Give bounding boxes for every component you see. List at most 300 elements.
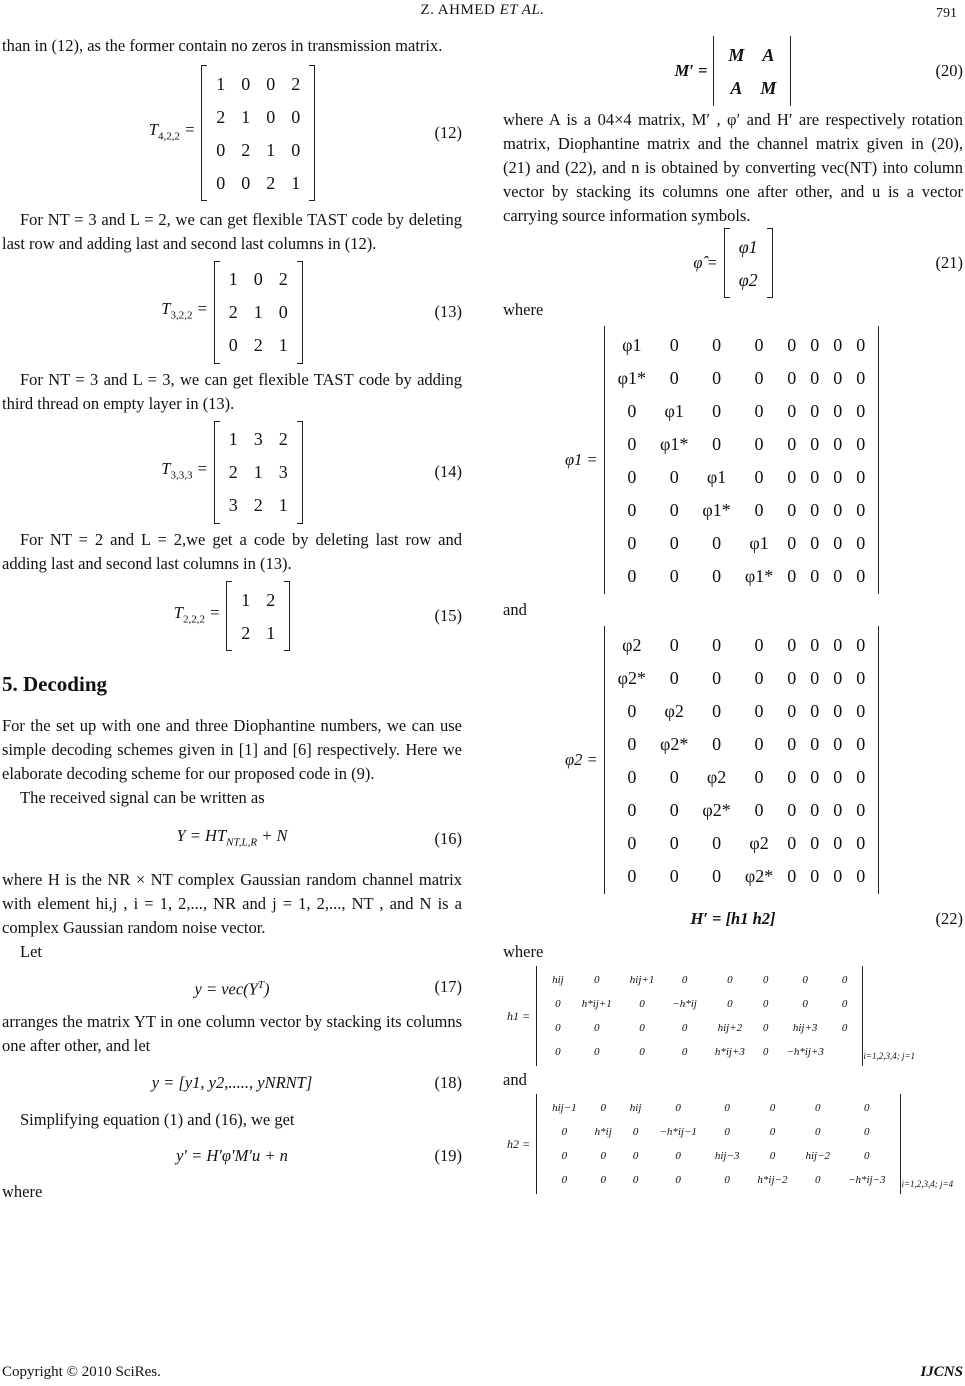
equation-13 (2, 256, 462, 368)
matrix-cell: 0 (632, 1126, 639, 1138)
matrix-row (611, 628, 873, 661)
matrix-cell: 0 (856, 733, 866, 754)
matrix-cell: 1 (241, 589, 251, 610)
matrix-cell: 0 (724, 1174, 730, 1186)
matrix-cell: 0 (833, 565, 843, 586)
matrix-cell: 0 (787, 832, 797, 853)
matrix-cell: 0 (681, 1022, 688, 1034)
matrix-cell: 0 (810, 466, 820, 487)
matrix-cell: 0 (841, 1022, 848, 1034)
left-column (2, 34, 462, 1204)
paragraph-where-a: where A is a 04×4 matrix, M′ , φ′ and H′ are respectively rotation matrix, Diophantine matrix and the channel matrix given in (20), (21) and (22), and n is obtained by converting vec(NT) into column vector by stacking its columns one after other, and u is a vector carrying source information symbols. (503, 110, 963, 225)
matrix-cell: 0 (754, 499, 764, 520)
equation-16 (2, 810, 462, 868)
matrix-cell: 0 (669, 865, 679, 886)
matrix-cell: 0 (787, 334, 797, 355)
matrix-row (221, 296, 296, 329)
matrix-cell: 0 (833, 634, 843, 655)
paragraph-arranges: arranges the matrix YT in one column vector by stacking its columns one after other, and let (2, 1012, 462, 1055)
matrix-cell: 0 (802, 974, 808, 986)
matrix-phi-hat (724, 228, 773, 298)
matrix-cell: 1 (216, 73, 226, 94)
matrix-cell: 1 (253, 462, 263, 482)
h1-subscript: i=1,2,3,4; j=1 (863, 1051, 916, 1061)
eq15-lhs: $T_{2,2,2}$ = (173, 602, 221, 626)
eq12-lhs: $T_{4,2,2}$ = (148, 119, 196, 143)
matrix-phi2 (604, 626, 880, 894)
eq17-body: $y = vec(Y^T)$ (194, 978, 270, 999)
matrix-cell: 0 (727, 998, 733, 1010)
matrix-cell: φ2 (664, 700, 684, 721)
matrix-cell: 0 (762, 1022, 769, 1034)
running-head (0, 2, 965, 19)
matrix-cell: 0 (266, 106, 276, 127)
matrix-cell: 0 (856, 766, 866, 787)
matrix-cell: 0 (241, 172, 251, 193)
matrix-cell: 0 (787, 667, 797, 688)
matrix-cell: 0 (754, 400, 764, 421)
matrix-cell: 0 (627, 565, 637, 586)
matrix-cell: 2 (216, 106, 226, 127)
matrix-cell: 0 (712, 634, 722, 655)
matrix-cell: 0 (627, 865, 637, 886)
matrix-cell: 0 (681, 974, 688, 986)
matrix-cell: 0 (787, 466, 797, 487)
matrix-cell: φ2* (744, 865, 774, 886)
matrix-cell: 0 (833, 832, 843, 853)
matrix-cell: 0 (669, 334, 679, 355)
matrix-cell: 0 (594, 974, 600, 986)
matrix-cell: 2 (278, 429, 288, 449)
matrix-row (208, 133, 308, 166)
matrix-cell: 0 (856, 334, 866, 355)
paragraph-where-1: where (503, 300, 544, 319)
equation-20 (503, 34, 963, 108)
eq22-number: (22) (935, 909, 963, 928)
matrix-cell: 0 (856, 700, 866, 721)
h2-lhs: h2 = (507, 1137, 531, 1151)
matrix-h1 (536, 966, 863, 1066)
matrix-cell: 0 (810, 667, 820, 688)
matrix-cell: 0 (712, 433, 722, 454)
matrix-row (221, 329, 296, 362)
eq18-body: y = [y1, y2,....., yNRNT] (151, 1073, 313, 1092)
page-number: 791 (936, 6, 957, 21)
paragraph-nt3-l3: For NT = 3 and L = 3, we can get flexible TAST code by adding third thread on empty layer in (13). (2, 370, 462, 413)
matrix-cell: 0 (810, 532, 820, 553)
matrix-cell: φ1* (617, 367, 647, 388)
matrix-cell: 0 (594, 1022, 600, 1034)
matrix-row (221, 423, 296, 456)
matrix-cell: 0 (627, 532, 637, 553)
matrix-cell: φ1* (702, 499, 731, 520)
matrix-cell: 1 (266, 622, 276, 643)
matrix-cell: 0 (627, 799, 637, 820)
matrix-cell: 0 (762, 998, 769, 1010)
matrix-cell: 2 (228, 302, 238, 322)
matrix-cell: 1 (278, 495, 288, 515)
matrix-cell: 2 (253, 335, 263, 355)
matrix-cell: 0 (856, 799, 866, 820)
matrix-cell: 0 (724, 1102, 730, 1114)
matrix-cell: 0 (241, 73, 251, 94)
matrix-row (611, 394, 873, 427)
matrix-row (543, 1096, 894, 1120)
equation-18 (2, 1058, 462, 1108)
matrix-cell: hij (629, 1102, 642, 1114)
matrix-cell: hij+2 (717, 1022, 743, 1034)
matrix-cell: 0 (627, 466, 637, 487)
matrix-row (611, 826, 873, 859)
matrix-cell: 0 (754, 433, 764, 454)
matrix-cell: 0 (594, 1046, 600, 1058)
matrix-row (543, 1016, 856, 1040)
paragraph-decoding: For the set up with one and three Diophantine numbers, we can use simple decoding schemes given in [1] and [6] respectively. Here we elaborate decoding scheme for our proposed code in (9). (2, 716, 462, 783)
matrix-cell: 0 (712, 700, 722, 721)
matrix-cell: 0 (278, 302, 288, 322)
matrix-cell: 0 (787, 634, 797, 655)
matrix-cell: 2 (278, 269, 288, 289)
matrix-cell: 1 (278, 335, 288, 355)
matrix-cell: 0 (724, 1126, 730, 1138)
matrix-row (611, 328, 873, 361)
matrix-cell: 0 (675, 1174, 681, 1186)
matrix-cell: 0 (864, 1102, 870, 1114)
matrix-cell: 0 (810, 433, 820, 454)
matrix-cell: 0 (561, 1150, 568, 1162)
matrix-cell: 0 (600, 1174, 606, 1186)
matrix-cell: 0 (833, 799, 843, 820)
matrix-cell: 0 (814, 1102, 821, 1114)
matrix-cell: 0 (833, 433, 843, 454)
matrix-cell: 0 (814, 1126, 821, 1138)
matrix-cell: 0 (266, 73, 276, 94)
equation-19 (2, 1132, 462, 1180)
matrix-cell: 0 (216, 139, 226, 160)
eq21-number: (21) (935, 253, 963, 272)
matrix-cell: 0 (754, 634, 764, 655)
paragraph-simplify: Simplifying equation (1) and (16), we get (20, 1110, 295, 1129)
h1-lhs: h1 = (507, 1009, 531, 1023)
matrix-cell: 0 (253, 269, 263, 289)
matrix-cell: φ2* (617, 667, 647, 688)
matrix-cell: 0 (639, 1022, 645, 1034)
matrix-row (233, 583, 283, 616)
matrix-cell: 3 (228, 495, 238, 515)
matrix-cell: 0 (216, 172, 226, 193)
matrix-cell: hij−1 (552, 1102, 577, 1114)
paragraph-where-end: where (2, 1182, 43, 1201)
matrix-row (611, 694, 873, 727)
matrix-cell: φ1 (749, 532, 769, 553)
matrix-cell: 0 (833, 400, 843, 421)
matrix-cell: 0 (669, 766, 679, 787)
eq17-number: (17) (434, 977, 462, 996)
matrix-row (720, 71, 784, 104)
eq15-number: (15) (434, 606, 462, 625)
matrix-cell: 0 (787, 766, 797, 787)
matrix-cell: 0 (810, 832, 820, 853)
matrix-cell: 0 (600, 1102, 606, 1114)
page-header (0, 0, 965, 30)
matrix-cell: 3 (253, 429, 263, 449)
matrix-cell: 0 (669, 634, 679, 655)
matrix-cell (833, 1040, 857, 1064)
matrix-cell: 0 (681, 1046, 688, 1058)
eq21-lhs: φ̂ = (693, 253, 718, 272)
matrix-cell: 0 (669, 499, 679, 520)
eq16-number: (16) (434, 829, 462, 848)
matrix-cell: h*ij+1 (581, 998, 612, 1010)
matrix-cell: 0 (627, 766, 637, 787)
matrix-cell: 0 (810, 565, 820, 586)
eq20-lhs: M′ = (674, 61, 708, 80)
matrix-t222 (226, 581, 290, 651)
matrix-row (221, 489, 296, 522)
matrix-cell: φ1 (706, 466, 727, 487)
matrix-row (543, 1120, 894, 1144)
eq16-body: $Y = HT_{NT,L,R} + N$ (176, 825, 288, 849)
matrix-cell: 0 (712, 832, 722, 853)
matrix-cell: 0 (639, 998, 645, 1010)
matrix-row (611, 493, 873, 526)
matrix-cell: 0 (841, 974, 848, 986)
matrix-row (731, 230, 766, 263)
eq13-number: (13) (434, 302, 462, 321)
matrix-cell: 0 (600, 1150, 606, 1162)
matrix-cell: φ1 (664, 400, 684, 421)
matrix-cell: 0 (856, 367, 866, 388)
matrix-cell: hij−2 (805, 1150, 831, 1162)
matrix-cell: 0 (627, 733, 637, 754)
eq18-number: (18) (434, 1073, 462, 1092)
matrix-cell: 0 (787, 400, 797, 421)
matrix-cell: 1 (241, 106, 251, 127)
page-footer (2, 1364, 963, 1381)
matrix-cell: 0 (787, 700, 797, 721)
matrix-phi1 (604, 326, 880, 594)
matrix-cell: h*ij (594, 1126, 612, 1138)
matrix-row (208, 100, 308, 133)
matrix-cell: 0 (627, 400, 637, 421)
matrix-cell: 0 (810, 499, 820, 520)
matrix-cell: φ1* (660, 433, 689, 454)
matrix-row (208, 166, 308, 199)
matrix-cell: −h*ij−1 (659, 1126, 697, 1138)
matrix-cell: 0 (833, 334, 843, 355)
matrix-cell: 0 (712, 565, 722, 586)
matrix-cell: 0 (669, 832, 679, 853)
section-title-decoding: 5. Decoding (2, 672, 107, 696)
matrix-cell: φ1 (738, 236, 758, 257)
matrix-row (611, 727, 873, 760)
matrix-cell: 0 (669, 367, 679, 388)
matrix-cell: 0 (675, 1150, 681, 1162)
matrix-h2 (536, 1094, 901, 1194)
matrix-cell: 0 (754, 733, 764, 754)
matrix-cell: 0 (754, 466, 764, 487)
matrix-cell: 0 (627, 700, 637, 721)
paragraph-let: Let (20, 942, 42, 961)
matrix-cell: 0 (856, 832, 866, 853)
matrix-row (611, 361, 873, 394)
matrix-cell: 0 (810, 865, 820, 886)
matrix-cell: 0 (856, 667, 866, 688)
matrix-row (221, 456, 296, 489)
journal-name: IJCNS (920, 1364, 963, 1380)
matrix-cell: 0 (833, 667, 843, 688)
matrix-row (543, 1168, 894, 1192)
matrix-row (221, 263, 296, 296)
equation-15 (2, 576, 462, 656)
matrix-cell: 0 (712, 334, 722, 355)
matrix-row (611, 460, 873, 493)
matrix-row (543, 968, 856, 992)
matrix-cell: 0 (787, 565, 797, 586)
matrix-row (611, 526, 873, 559)
matrix-t322 (214, 261, 303, 364)
eq20-number: (20) (935, 61, 963, 80)
matrix-row (731, 263, 766, 296)
matrix-cell: 0 (561, 1126, 568, 1138)
matrix-cell: 0 (555, 1046, 561, 1058)
phi2-lhs: φ2 = (565, 750, 598, 769)
matrix-cell: 0 (856, 634, 866, 655)
eq22-body: H′ = [h1 h2] (690, 909, 776, 928)
matrix-row (611, 427, 873, 460)
matrix-cell: 0 (627, 499, 637, 520)
matrix-cell: A (762, 44, 775, 65)
matrix-row (543, 992, 856, 1016)
phi1-lhs: φ1 = (565, 450, 598, 469)
matrix-row (720, 38, 784, 71)
matrix-cell: 2 (253, 495, 263, 515)
matrix-cell: 0 (787, 367, 797, 388)
matrix-cell: 2 (266, 172, 276, 193)
paragraph-nt3-l2: For NT = 3 and L = 2, we can get flexible TAST code by deleting last row and adding last and second last columns in (12). (2, 210, 462, 253)
matrix-cell: 1 (291, 172, 301, 193)
matrix-cell: h*ij−2 (757, 1174, 788, 1186)
matrix-cell: 0 (864, 1150, 870, 1162)
running-head-etal: ET AL. (499, 2, 545, 18)
right-column (503, 34, 963, 1196)
matrix-cell: 0 (856, 865, 866, 886)
equation-22 (503, 898, 963, 940)
matrix-cell: 0 (787, 433, 797, 454)
equation-h2 (503, 1092, 963, 1196)
matrix-cell: 0 (856, 400, 866, 421)
matrix-cell: 0 (769, 1102, 776, 1114)
matrix-cell: 3 (278, 462, 288, 482)
matrix-cell: 1 (253, 302, 263, 322)
matrix-cell: 0 (833, 766, 843, 787)
eq12-number: (12) (434, 123, 462, 142)
matrix-cell: φ2 (749, 832, 769, 853)
matrix-cell: 0 (669, 532, 679, 553)
paragraph-and-2: and (503, 1070, 527, 1089)
matrix-cell: 2 (291, 73, 301, 94)
matrix-cell: 0 (833, 733, 843, 754)
matrix-cell: 0 (561, 1174, 568, 1186)
matrix-cell: 0 (712, 400, 722, 421)
matrix-cell: 0 (787, 733, 797, 754)
matrix-cell: 0 (787, 532, 797, 553)
matrix-cell: φ2 (738, 269, 758, 290)
matrix-cell: 0 (754, 799, 764, 820)
matrix-cell: 2 (266, 589, 276, 610)
matrix-cell: 0 (632, 1150, 639, 1162)
matrix-cell: 2 (241, 139, 251, 160)
matrix-row (233, 616, 283, 649)
matrix-cell: 0 (712, 367, 722, 388)
matrix-cell: M (760, 77, 777, 98)
matrix-cell: 1 (228, 269, 238, 289)
matrix-cell: φ2* (660, 733, 689, 754)
eq14-number: (14) (434, 462, 462, 481)
matrix-cell: 0 (627, 832, 637, 853)
paragraph-where-h: where H is the NR × NT complex Gaussian random channel matrix with element hi,j , i = 1, 2,..., NR and j = 1, 2,..., NT , and N is a complex Gaussian random noise vector. (2, 870, 462, 937)
matrix-cell: 0 (833, 367, 843, 388)
matrix-cell: hij (552, 974, 564, 986)
matrix-cell: 0 (810, 634, 820, 655)
matrix-cell: 0 (810, 400, 820, 421)
matrix-cell: 0 (727, 974, 733, 986)
running-head-author: Z. AHMED (420, 2, 496, 18)
matrix-cell: 0 (769, 1126, 776, 1138)
matrix-cell: φ2* (702, 799, 731, 820)
matrix-cell: 0 (787, 799, 797, 820)
matrix-cell: 0 (833, 466, 843, 487)
matrix-cell: 0 (291, 106, 301, 127)
matrix-cell: 0 (769, 1150, 776, 1162)
matrix-cell: 0 (833, 865, 843, 886)
eq19-number: (19) (434, 1146, 462, 1165)
matrix-cell: 0 (810, 700, 820, 721)
matrix-cell: 0 (712, 865, 722, 886)
matrix-row (611, 793, 873, 826)
matrix-cell: h*ij+3 (714, 1046, 745, 1058)
matrix-cell: 0 (754, 367, 764, 388)
matrix-cell: 0 (754, 334, 764, 355)
matrix-cell: 0 (810, 334, 820, 355)
matrix-cell: 0 (639, 1046, 645, 1058)
matrix-cell: φ2 (706, 766, 727, 787)
paragraph-and-1: and (503, 600, 527, 619)
matrix-cell: 0 (632, 1174, 639, 1186)
matrix-cell: 0 (669, 466, 679, 487)
eq19-body: y′ = H′φ′M′u + n (176, 1146, 288, 1165)
matrix-cell: φ1* (744, 565, 774, 586)
matrix-row (543, 1040, 856, 1064)
matrix-cell: 0 (856, 532, 866, 553)
matrix-cell: 0 (712, 733, 722, 754)
matrix-cell: M (728, 44, 745, 65)
matrix-cell: hij+3 (792, 1022, 818, 1034)
matrix-cell: 0 (787, 499, 797, 520)
matrix-cell: hij−3 (714, 1150, 740, 1162)
matrix-cell: 0 (833, 532, 843, 553)
matrix-cell: 0 (712, 532, 722, 553)
matrix-cell: 1 (228, 429, 238, 449)
matrix-cell: 0 (856, 466, 866, 487)
equation-21 (503, 228, 963, 298)
matrix-cell: 0 (669, 565, 679, 586)
paragraph-where-2: where (503, 942, 544, 961)
matrix-row (543, 1144, 894, 1168)
matrix-cell: 0 (864, 1126, 870, 1138)
matrix-cell: 0 (802, 998, 808, 1010)
matrix-cell: 2 (241, 622, 251, 643)
